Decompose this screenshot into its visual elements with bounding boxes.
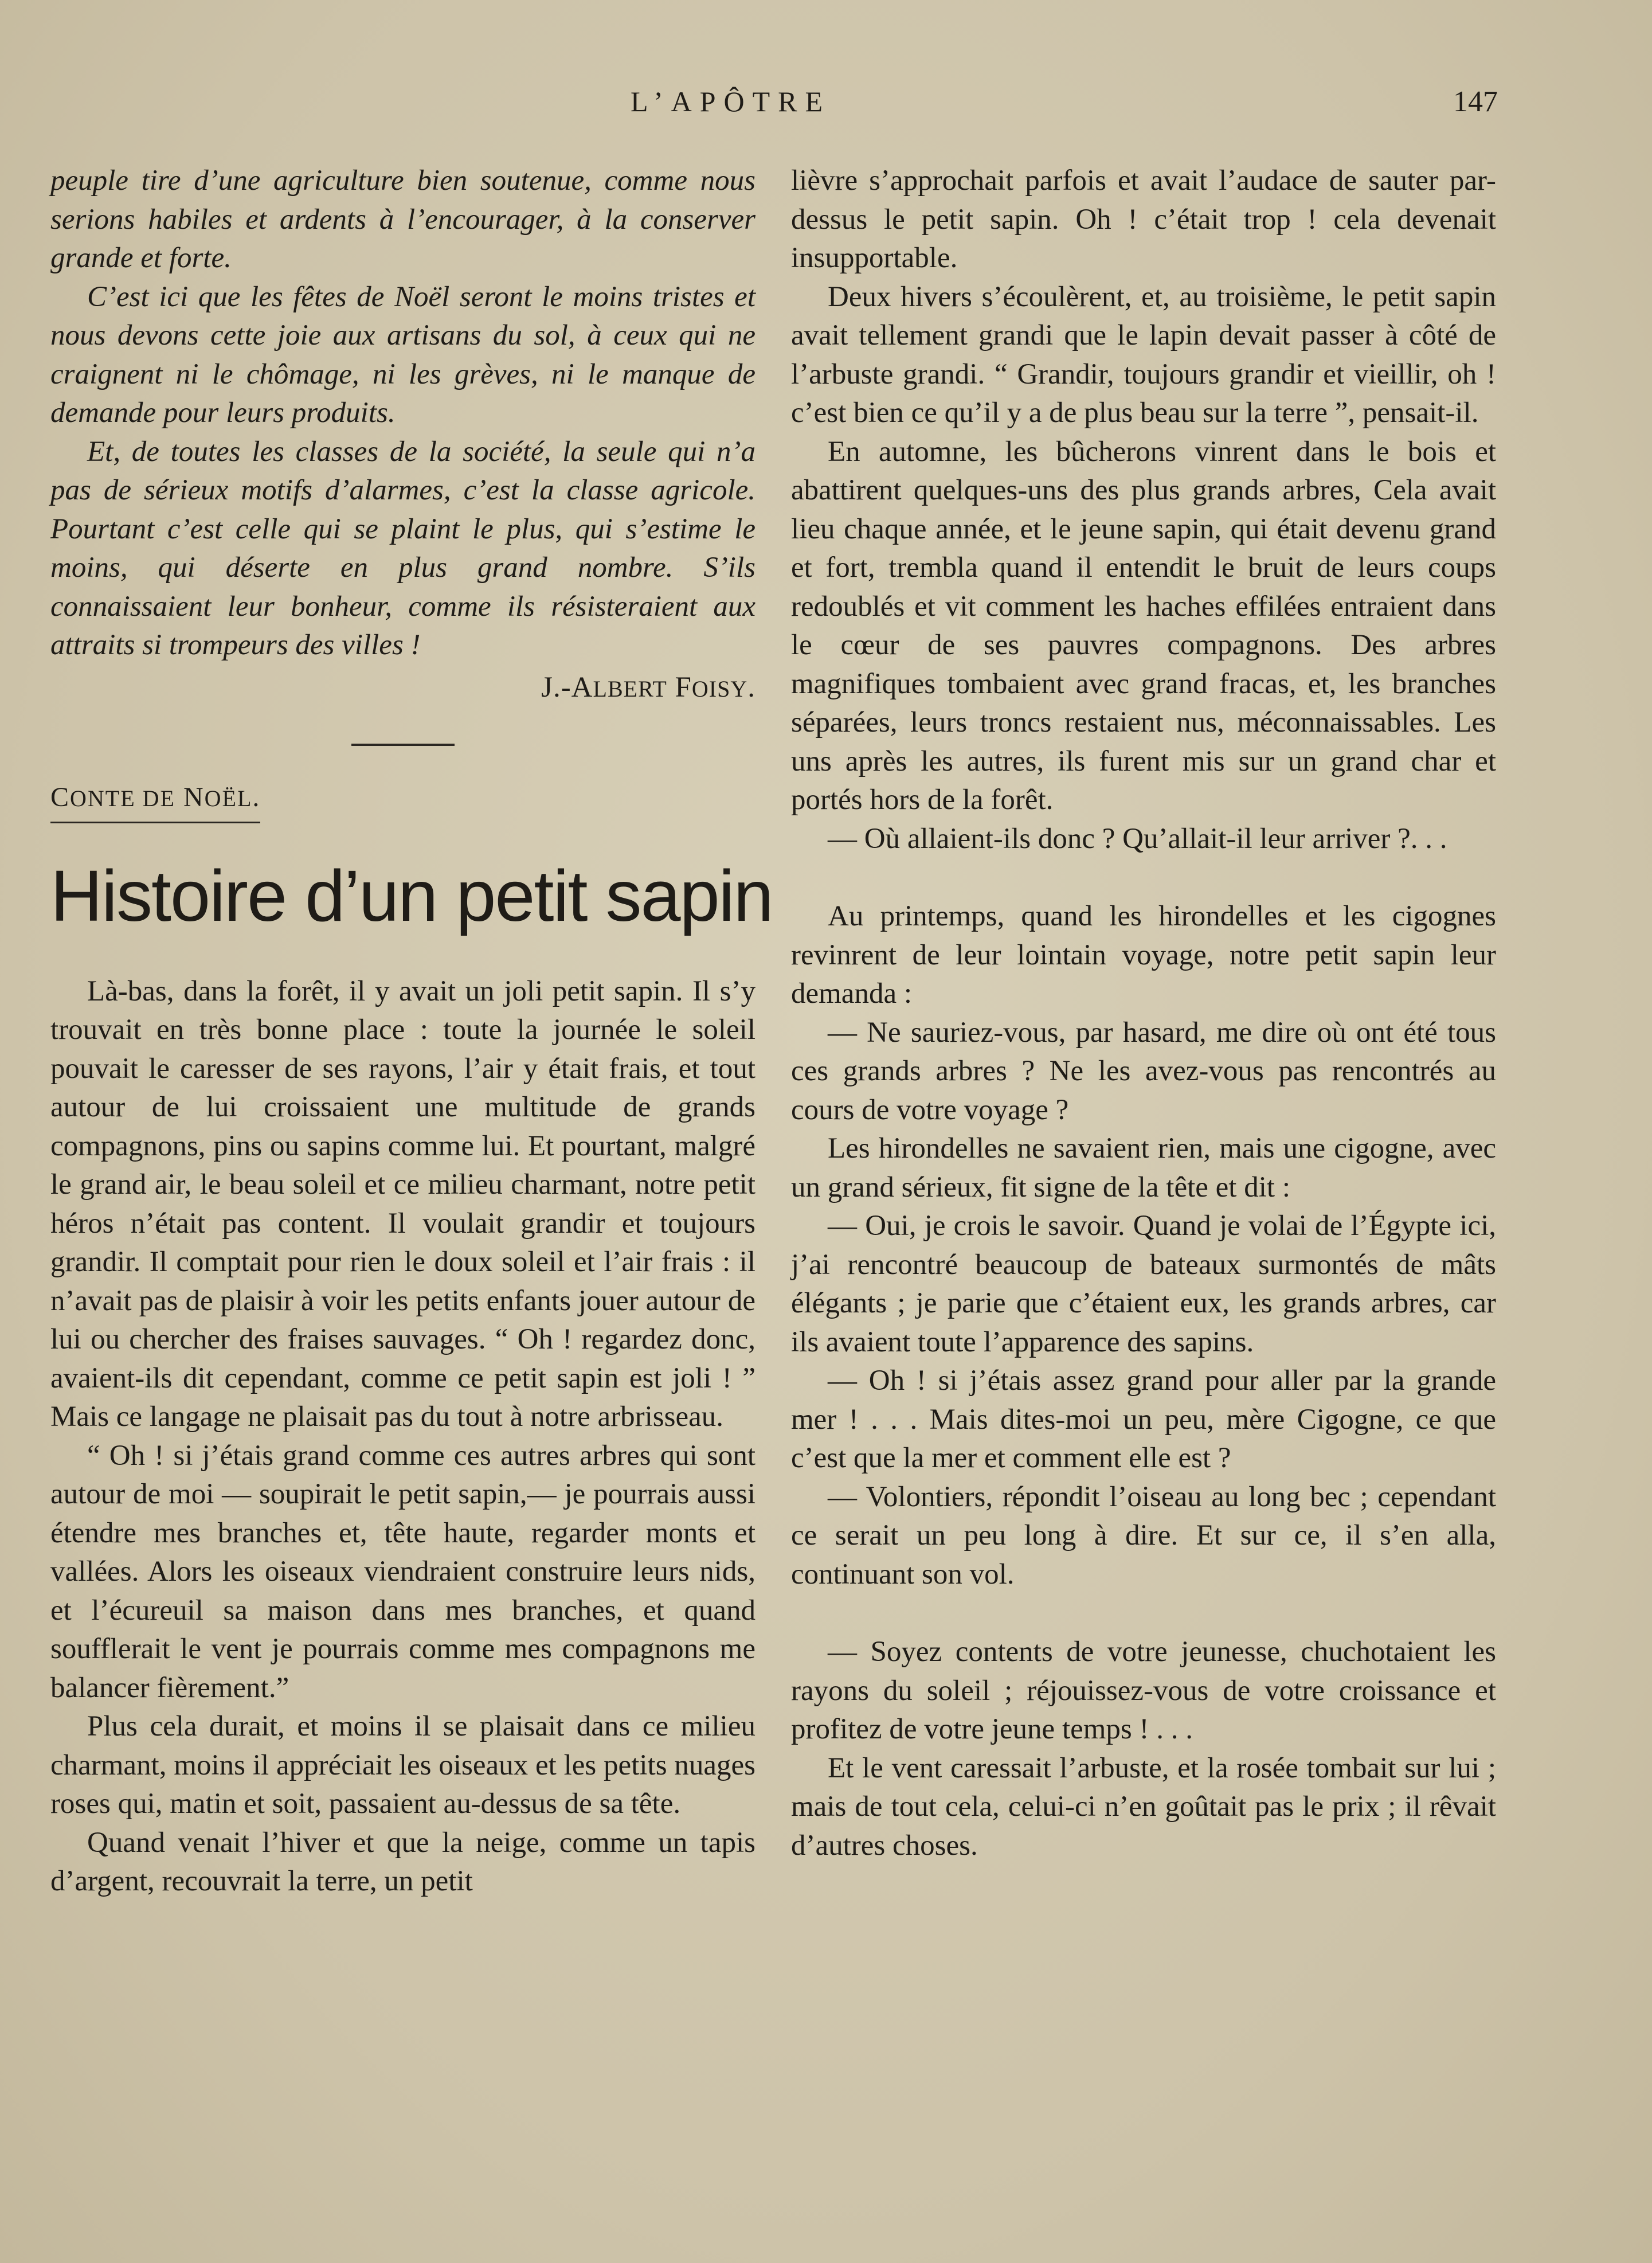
paragraph: — Soyez contents de votre jeunesse, chuchotaient les rayons du soleil ; réjouissez-vous de votre croissance et profitez de votre jeune temps ! . . . [791,1636,1496,1745]
right-column [791,162,1496,1865]
paragraph: — Où allaient-ils donc ? Qu’allait-il leur arriver ?. . . [828,822,1447,855]
paragraph: Deux hivers s’écoulèrent, et, au troisième, le petit sapin avait tellement grandi que le lapin devait passer à côté de l’arbuste grandi. “ Grandir, toujours grandir et vieillir, oh ! c’est bien ce qu’il y a de plus beau sur la terre ”, pensait-il. [791,280,1496,429]
paragraph: Là-bas, dans la forêt, il y avait un joli petit sapin. Il s’y trouvait en très bonne place : toute la journée le soleil pouvait le caresser de ses rayons, l’air y était frais, et tout autour de lui croissaient une multitude de grands compagnons, pins ou sapins comme lui. Et pourtant, malgré le grand air, le beau soleil et ce milieu charmant, notre petit héros n’était pas content. Il voulait grandir et toujours grandir. Il comptait pour rien le doux soleil et l’air frais : il n’avait pas de plaisir à voir les petits enfants jouer autour de lui ou chercher des fraises sauvages. “ Oh ! regardez donc, avaient-ils dit cependant, comme ce petit sapin est joli ! ” Mais ce langage ne plaisait pas du tout à notre arbrisseau. [50,975,755,1433]
paragraph: Et, de toutes les classes de la société, la seule qui n’a pas de sérieux motifs d’alarmes, c’est la classe agricole. Pourtant c’est celle qui se plaint le plus, qui s’estime le moins, qui déserte en plus grand nombre. S’ils connaissaient leur bonheur, comme ils résisteraient aux attraits si trompeurs des villes ! [50,435,755,661]
left-column [50,162,773,1901]
author-signature: J.-ALBERT FOISY. [541,671,755,703]
article-conclusion [50,162,755,665]
paragraph: lièvre s’approchait parfois et avait l’audace de sauter par-dessus le petit sapin. Oh ! c’était trop ! cela devenait insupportable. [791,165,1496,274]
paragraph: C’est ici que les fêtes de Noël seront le moins tristes et nous devons cette joie aux artisans du sol, à ceux qui ne craignent ni le chômage, ni les grèves, ni le manque de demande pour leurs produits. [50,280,755,429]
section-divider [351,744,455,746]
section-break [791,1594,1496,1633]
paragraph: Quand venait l’hiver et que la neige, comme un tapis d’argent, recouvrait la terre, un petit [50,1826,755,1897]
running-head [0,85,1652,125]
paragraph: Et le vent caressait l’arbuste, et la rosée tombait sur lui ; mais de tout cela, celui-ci n’en goûtait pas le prix ; il rêvait d’autres choses. [791,1752,1496,1862]
paragraph: “ Oh ! si j’étais grand comme ces autres arbres qui sont autour de moi — soupirait le petit sapin,— je pourrais aussi étendre mes branches et, tête haute, regarder monts et vallées. Alors les oiseaux viendraient construire leurs nids, et l’écureuil sa maison dans mes branches, et quand soufflerait le vent je pourrais comme mes compagnons me balancer fièrement.” [50,1439,755,1704]
paragraph: — Ne sauriez-vous, par hasard, me dire où ont été tous ces grands arbres ? Ne les avez-vous pas rencontrés au cours de votre voyage ? [791,1016,1496,1126]
paragraph: — Volontiers, répondit l’oiseau au long bec ; cependant ce serait un peu long à dire. Et sur ce, il s’en alla, continuant son vol. [791,1480,1496,1590]
journal-title: L’APÔTRE [631,85,831,118]
paragraph: peuple tire d’une agriculture bien soutenue, comme nous serions habiles et ardents à l’encourager, à la conserver grande et forte. [50,165,755,274]
section-break [791,858,1496,897]
paragraph: En automne, les bûcherons vinrent dans le bois et abattirent quelques-uns des plus grands arbres, Cela avait lieu chaque année, et le jeune sapin, qui était devenu grand et fort, trembla quand il entendit le bruit de leurs coups redoublés et vit comment les haches effilées entraient dans le cœur de ses pauvres compagnons. Des arbres magnifiques tombaient avec grand fracas, et, les branches séparées, leurs troncs restaient nus, méconnaissables. Les uns après les autres, ils furent mis sur un grand char et portés hors de la forêt. [791,435,1496,816]
paragraph: Plus cela durait, et moins il se plaisait dans ce milieu charmant, moins il appréciait les oiseaux et les petits nuages roses qui, matin et soit, passaient au-dessus de sa tête. [50,1710,755,1820]
section-label: CONTE DE NOËL. [50,778,260,823]
story-title: Histoire d’un petit sapin [50,855,773,936]
paragraph: Au printemps, quand les hirondelles et les cigognes revinrent de leur lointain voyage, notre petit sapin leur demanda : [791,900,1496,1010]
page-number: 147 [1453,85,1498,118]
paragraph: Les hirondelles ne savaient rien, mais une cigogne, avec un grand sérieux, fit signe de la tête et dit : [791,1132,1496,1203]
paragraph: — Oh ! si j’étais assez grand pour aller par la grande mer ! . . . Mais dites-moi un peu, mère Cigogne, ce que c’est que la mer et comment elle est ? [791,1365,1496,1474]
paragraph: — Oui, je crois le savoir. Quand je volai de l’Égypte ici, j’ai rencontré beaucoup de bateaux surmontés de mâts élégants ; je parie que c’étaient eux, les grands arbres, car ils avaient toute l’apparence des sapins. [791,1210,1496,1358]
